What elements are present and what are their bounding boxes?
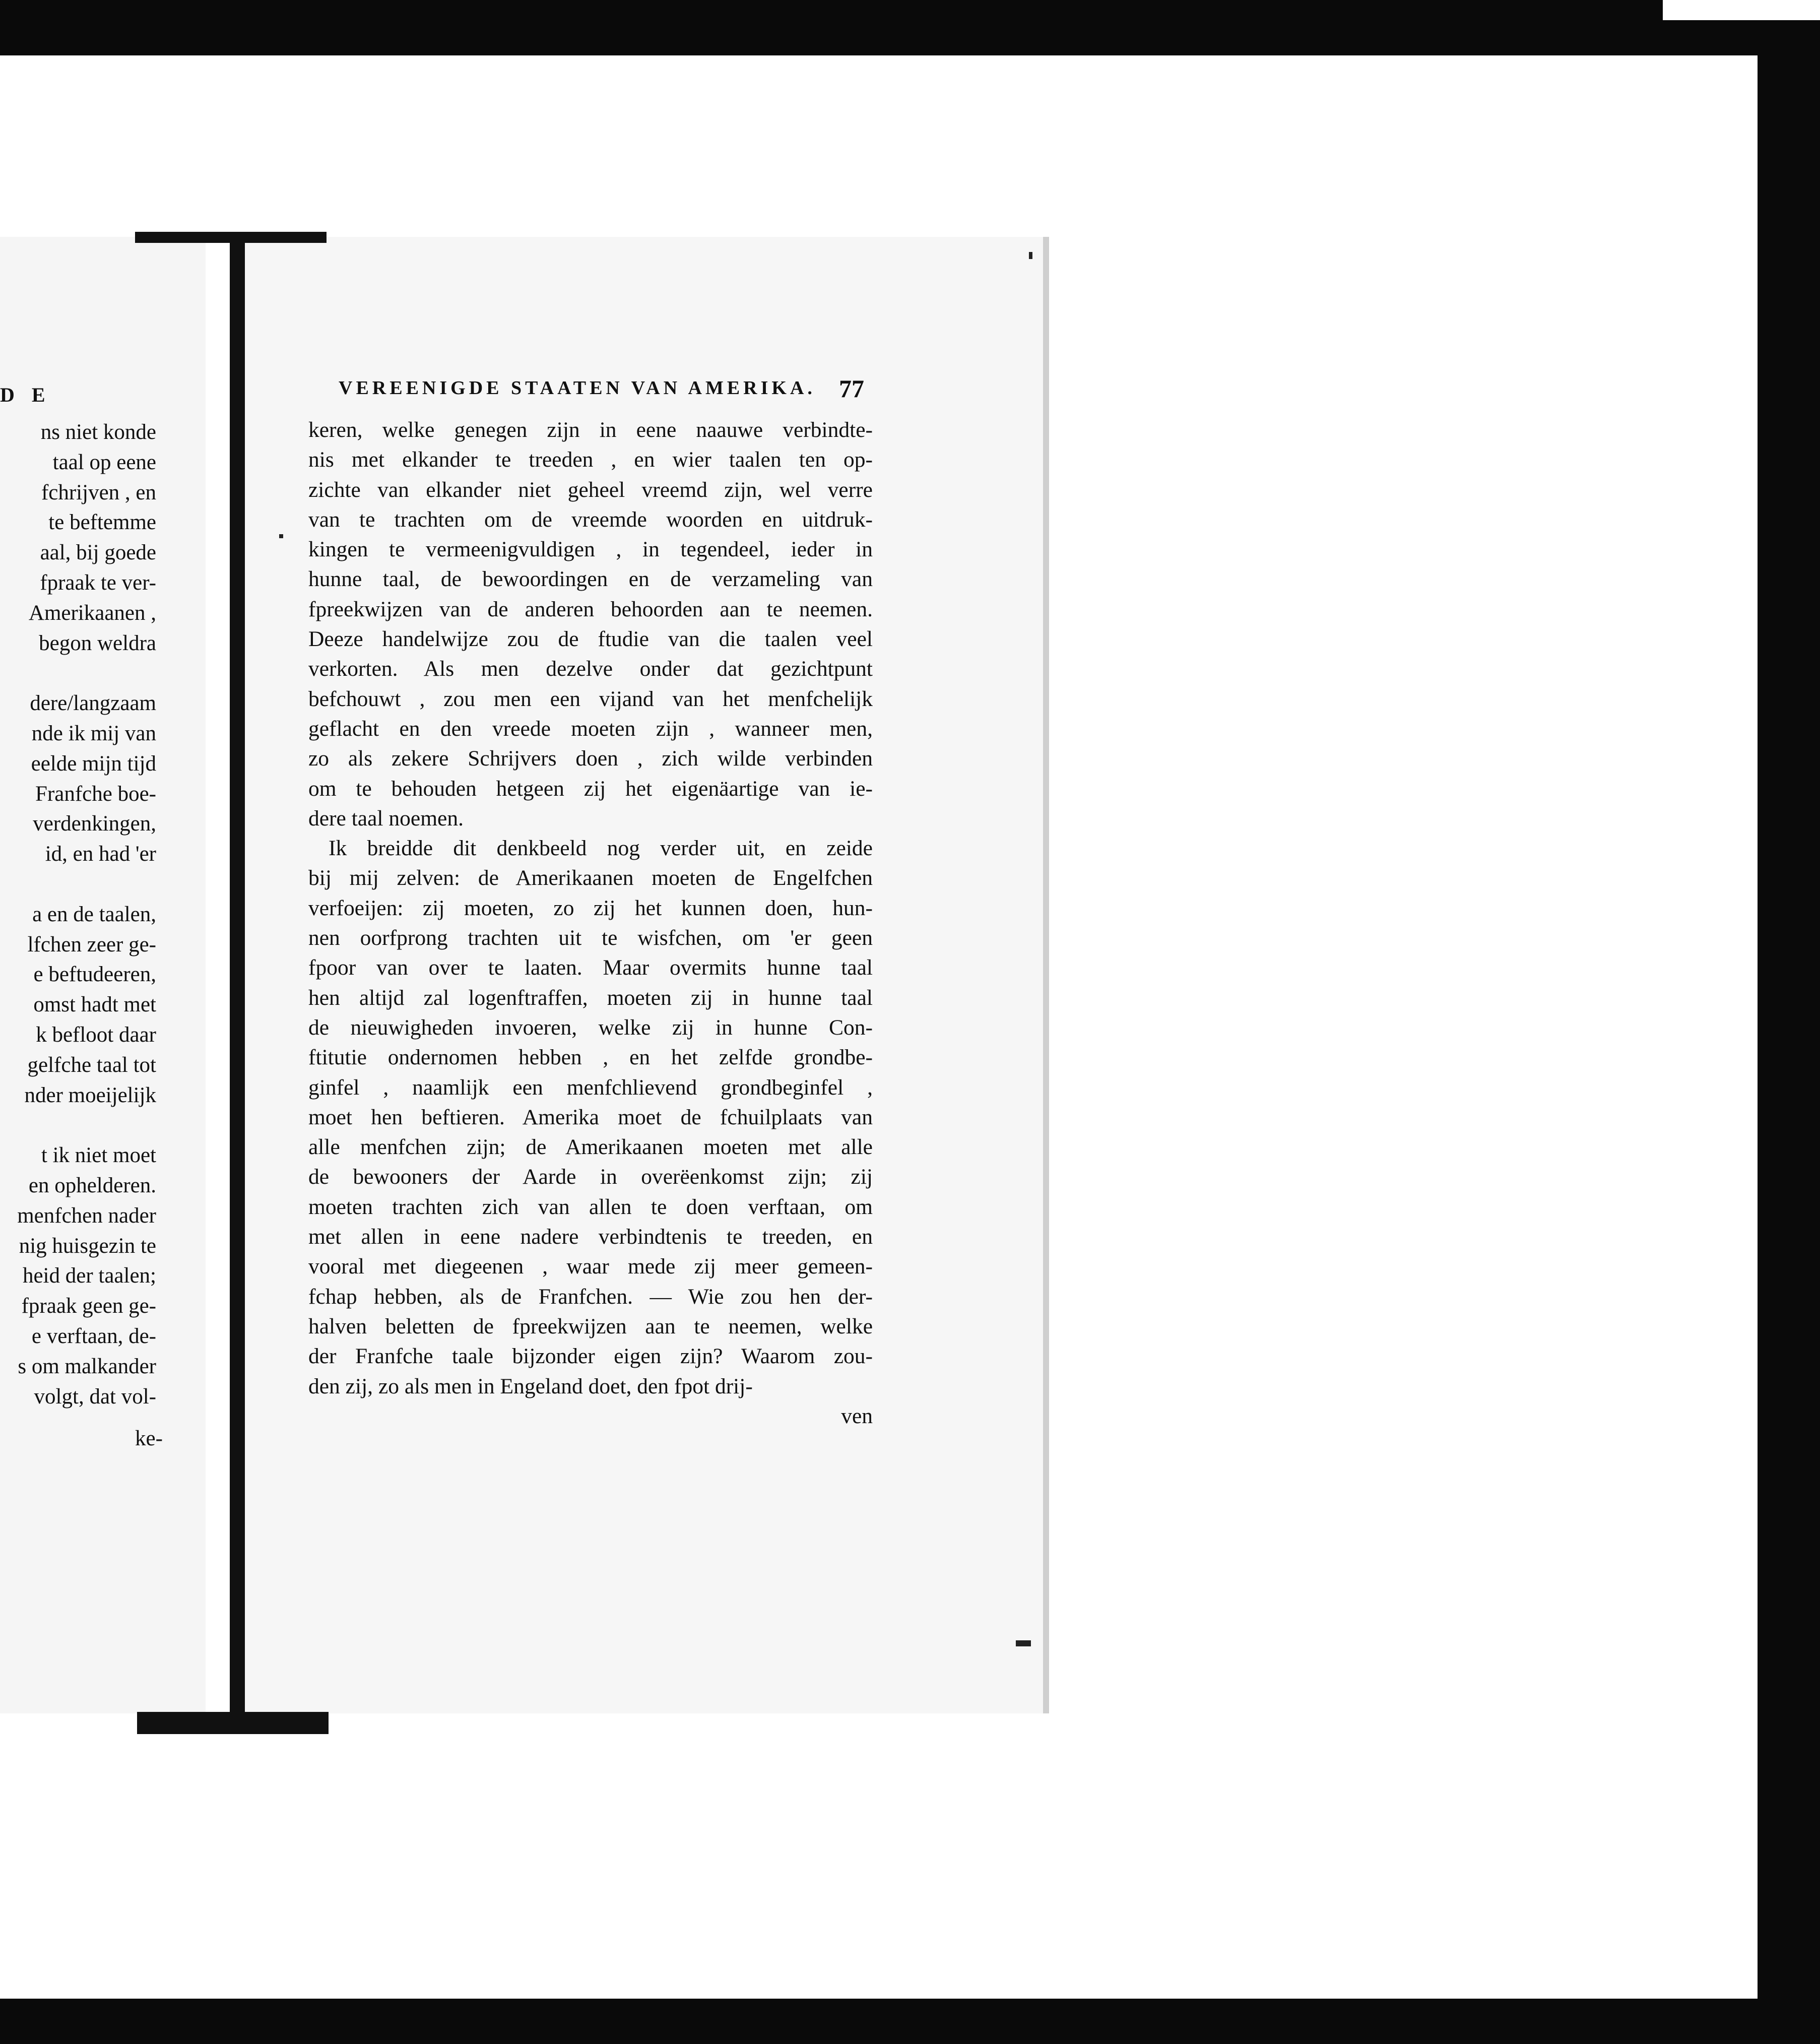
left-text-line: t ik niet moet xyxy=(41,1143,156,1168)
left-text-line: volgt, dat vol- xyxy=(34,1384,156,1409)
left-page-running-head: D E xyxy=(0,384,51,406)
book-clamp-bar xyxy=(230,237,245,1716)
left-text-line: s om malkander xyxy=(18,1354,156,1378)
left-text-line: aal, bij goede xyxy=(40,541,156,565)
book-clamp-bottom xyxy=(137,1712,329,1734)
left-page-catchword: ke- xyxy=(135,1427,163,1450)
scan-frame-right xyxy=(1758,55,1820,2044)
text-line: Ik breidde dit denkbeeld nog verder uit, en zeide xyxy=(329,836,873,861)
text-line: zichte van elkander niet geheel vreemd zijn, wel verre xyxy=(308,477,873,502)
left-text-line: omst hadt met xyxy=(33,993,156,1017)
page-number: 77 xyxy=(839,374,864,403)
text-line: alle menfchen zijn; de Amerikaanen moeten met alle xyxy=(308,1135,873,1160)
left-text-line xyxy=(17,658,156,688)
text-line: Deeze handelwijze zou de ftudie van die taalen veel xyxy=(308,627,873,652)
body-text xyxy=(308,415,873,1431)
left-text-line: Amerikaanen , xyxy=(28,601,156,625)
text-line: fpoor van over te laaten. Maar overmits hunne taal xyxy=(308,955,873,980)
scan-speck xyxy=(1016,1640,1031,1646)
text-line: van te trachten om de vreemde woorden en uitdruk- xyxy=(308,507,873,532)
left-text-line: fchrijven , en xyxy=(41,480,156,504)
text-line: om te behouden hetgeen zij het eigenäartige van ie- xyxy=(308,776,873,801)
text-line: der Franfche taale bijzonder eigen zijn? Waarom zou- xyxy=(308,1344,873,1369)
left-text-line: fpraak geen ge- xyxy=(21,1294,156,1318)
left-text-line: nder moeijelijk xyxy=(24,1083,156,1107)
text-line: bij mij zelven: de Amerikaanen moeten de Engelfchen xyxy=(308,866,873,890)
text-line: fchap hebben, als de Franfchen. — Wie zou hen der- xyxy=(308,1284,873,1309)
left-text-line xyxy=(17,869,156,900)
catchword: ven xyxy=(841,1403,873,1428)
text-line: hen altijd zal logenftraffen, moeten zij in hunne taal xyxy=(308,985,873,1010)
text-line: kingen te vermeenigvuldigen , in tegendeel, ieder in xyxy=(308,537,873,562)
left-text-line: te beftemme xyxy=(48,510,156,535)
text-line: verfoeijen: zij moeten, zo zij het kunnen doen, hun- xyxy=(308,896,873,920)
left-text-line: Franfche boe- xyxy=(35,782,156,806)
text-line: befchouwt , zou men een vijand van het menfchelijk xyxy=(308,686,873,711)
text-line: met allen in eene nadere verbindtenis te treeden, en xyxy=(308,1225,873,1249)
text-line: halven beletten de fpreekwijzen aan te neemen, welke xyxy=(308,1314,873,1338)
text-line: nis met elkander te treeden , en wier taalen ten op- xyxy=(308,448,873,472)
left-text-line: e verftaan, de- xyxy=(31,1324,156,1348)
left-text-line: eelde mijn tijd xyxy=(31,751,156,776)
text-line: fpreekwijzen van de anderen behoorden aan te neemen. xyxy=(308,597,873,621)
left-text-line xyxy=(17,1110,156,1140)
text-line: zo als zekere Schrijvers doen , zich wilde verbinden xyxy=(308,746,873,771)
text-line: keren, welke genegen zijn in eene naauwe verbindte- xyxy=(308,418,873,442)
left-text-line: fpraak te ver- xyxy=(40,570,156,595)
text-line: den zij, zo als men in Engeland doet, den fpot drij- xyxy=(308,1374,753,1398)
text-line: hunne taal, de bewoordingen en de verzameling van xyxy=(308,567,873,592)
left-text-line: id, en had 'er xyxy=(45,842,156,866)
left-text-line: nde ik mij van xyxy=(31,721,156,745)
scan-frame-notch xyxy=(1663,0,1820,20)
left-text-line: gelfche taal tot xyxy=(27,1053,156,1077)
text-line: dere taal noemen. xyxy=(308,806,464,831)
left-text-line: en ophelderen. xyxy=(28,1173,156,1197)
left-text-line: nig huisgezin te xyxy=(19,1234,156,1258)
text-line: vooral met diegeenen , waar mede zij meer gemeen- xyxy=(308,1254,873,1279)
text-line: moeten trachten zich van allen te doen verftaan, om xyxy=(308,1194,873,1219)
scan-frame-gap xyxy=(0,55,1758,62)
left-text-line: heid der taalen; xyxy=(22,1264,156,1288)
left-page-text xyxy=(17,417,156,1412)
left-text-line: k befloot daar xyxy=(36,1023,156,1047)
text-line: nen oorfprong trachten uit te wisfchen, om 'er geen xyxy=(308,926,873,950)
text-line: ftitutie ondernomen hebben , en het zelfde grondbe- xyxy=(308,1045,873,1070)
scan-frame-bottom xyxy=(0,1999,1820,2044)
running-head: VEREENIGDE STAATEN VAN AMERIKA. xyxy=(339,377,816,399)
left-text-line: taal op eene xyxy=(52,450,156,474)
left-text-line: menfchen nader xyxy=(17,1203,156,1228)
left-text-line: e beftudeeren, xyxy=(33,963,156,987)
left-text-line: lfchen zeer ge- xyxy=(27,932,156,956)
left-text-line: ns niet konde xyxy=(40,420,156,444)
scan-speck xyxy=(1029,252,1032,259)
text-line: de nieuwigheden invoeren, welke zij in hunne Con- xyxy=(308,1015,873,1040)
text-line: geflacht en den vreede moeten zijn , wanneer men, xyxy=(308,716,873,741)
left-text-line: a en de taalen, xyxy=(32,902,156,926)
text-line: de bewooners der Aarde in overëenkomst zijn; zij xyxy=(308,1165,873,1189)
text-line: verkorten. Als men dezelve onder dat gezichtpunt xyxy=(308,657,873,681)
left-text-line: verdenkingen, xyxy=(33,812,156,836)
left-text-line: begon weldra xyxy=(39,631,156,655)
scan-frame-top xyxy=(0,0,1820,55)
scan-speck xyxy=(279,534,283,538)
text-line: ginfel , naamlijk een menfchlievend grondbeginfel , xyxy=(308,1075,873,1100)
text-line: moet hen beftieren. Amerika moet de fchuilplaats van xyxy=(308,1105,873,1129)
left-text-line: dere/langzaam xyxy=(30,691,156,716)
